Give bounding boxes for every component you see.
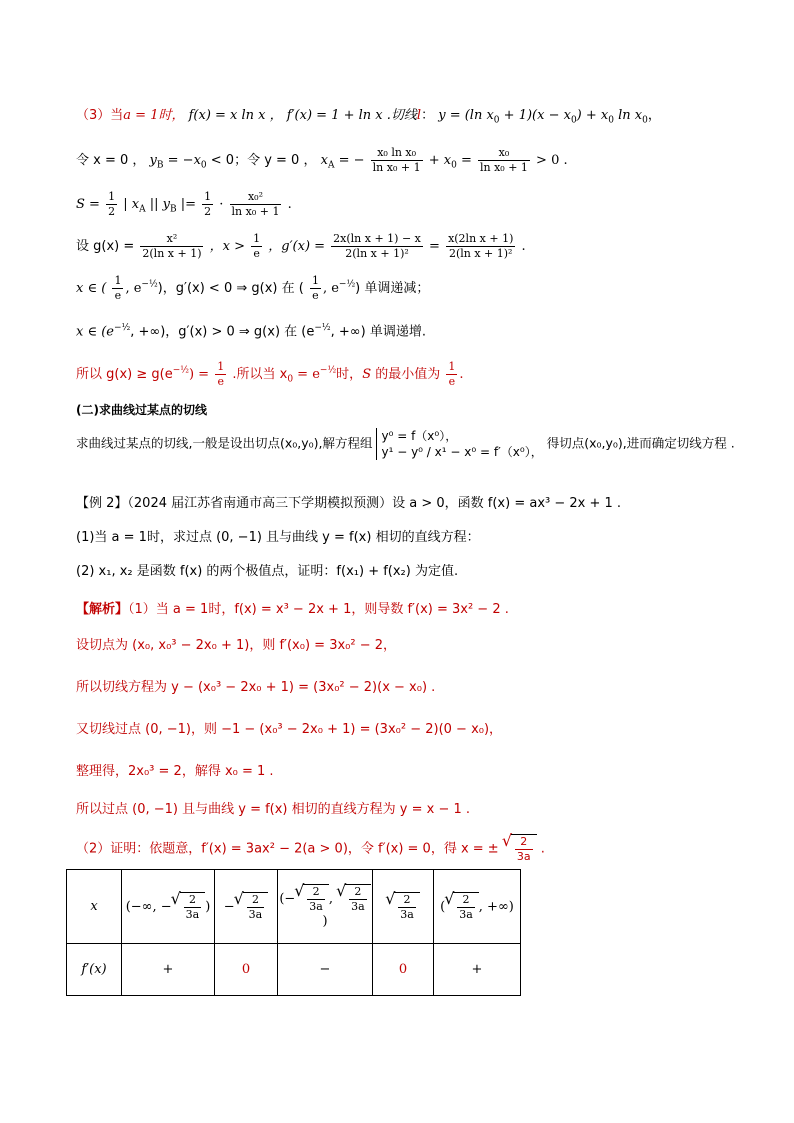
- line-area-s: S = $\frac{1}{2}$ | $x_A$ || $y_B$ |= $\frac{1}{2}$ · $\frac{\text{x₀²}}{\text{ln x₀ + 1}}$ .: [76, 190, 292, 218]
- critical-cell: − √ $\frac{2}{3a}$: [215, 870, 278, 944]
- sign-table: [66, 869, 521, 996]
- interval-cell: (− √ $\frac{2}{3a}$ , √ $\frac{2}{3a}$ ): [278, 870, 373, 944]
- fraction: $\frac{\text{2x(ln x + 1) − x}}{\text{2(ln x + 1)²}}$: [333, 232, 421, 260]
- fraction: $\frac{1}{2}$: [204, 190, 212, 218]
- fraction: $\frac{\text{x(2ln x + 1)}}{\text{2(ln x + 1)²}}$: [448, 232, 514, 260]
- table-row: [67, 944, 521, 996]
- fraction: $\frac{1}{e}$: [114, 274, 122, 302]
- solution-start: 【解析】（1）当 a = 1时，f(x) = x³ − 2x + 1，则导数 f′(x) = 3x² − 2 .: [76, 602, 509, 617]
- solution-line-5: 所以过点 (0, −1) 且与曲线 y = f(x) 相切的直线方程为 y = x − 1 .: [76, 802, 471, 817]
- interval-cell: ( √ $\frac{2}{3a}$ , +∞): [434, 870, 521, 944]
- fraction: $\frac{\text{x₀}}{\text{ln x₀ + 1}}$: [479, 146, 528, 174]
- line-case-3: （3）当a = 1时， f(x) = x ln x ， f′(x) = 1 + ln x .切线l： y = (ln $x_0 + 1)(x - x_0) + x_0$ $\ln x_0$，: [76, 108, 661, 126]
- proof-start: （2）证明：依题意，f′(x) = 3ax² − 2(a > 0)，令 f′(x) = 0，得 x = ± √ $\frac{2}{3a}$ .: [76, 834, 545, 864]
- fraction: $\frac{\text{x₀²}}{\text{ln x₀ + 1}}$: [231, 190, 280, 218]
- section-heading: (二)求曲线过某点的切线: [76, 403, 207, 417]
- line-method: 求曲线过某点的切线,一般是设出切点(x₀,y₀),解方程组 y⁰ = f（x⁰）， y¹ − y⁰ / x¹ − x⁰ = f′（x⁰）， 得切点(x₀,y₀),进而确定切线方程 .: [76, 429, 735, 459]
- sign-cell: −: [278, 944, 373, 996]
- table-row: [67, 870, 521, 944]
- fraction: $\frac{\text{x²}}{\text{2(ln x + 1)}}$: [142, 232, 202, 260]
- line-increasing: x ∈ ($e^{-\frac{1}{2}}$, +∞)，g′(x) > 0 ⇒ g(x) 在 ($e^{-\frac{1}{2}}$, +∞) 单调递增.: [76, 323, 426, 340]
- sign-cell: 0: [215, 944, 278, 996]
- equation-system: y⁰ = f（x⁰）， y¹ − y⁰ / x¹ − x⁰ = f′（x⁰），: [376, 428, 542, 460]
- line-minimum: 所以 $g(x) \ge g(e^{-\frac{1}{2}})$ = $\frac{1}{e}$ .所以当 $x_0 = e^{-\frac{1}{2}}$时，S 的最小值为 $\frac{1}{e}$ .: [76, 360, 464, 388]
- table-header-fprime: f′(x): [67, 944, 122, 996]
- fraction: $\frac{1}{e}$: [311, 274, 319, 302]
- critical-cell: √ $\frac{2}{3a}$: [373, 870, 434, 944]
- sqrt: [511, 834, 537, 864]
- solution-line-4: 整理得，2x₀³ = 2，解得 x₀ = 1 .: [76, 764, 274, 779]
- table-header-x: x: [67, 870, 122, 944]
- example-2: 【例 2】（2024 届江苏省南通市高三下学期模拟预测）设 a > 0，函数 f(x) = ax³ − 2x + 1 .: [76, 496, 622, 511]
- fraction: $\frac{1}{e}$: [448, 360, 456, 388]
- fraction: √ $\frac{2}{3a}$: [516, 835, 531, 863]
- line-intercepts: 令 x = 0 ， $y_B = -x_0 < 0$；令 y = 0 ， $x_A$ = − $\frac{\text{x₀ ln x₀}}{\text{ln x₀ + 1}}$ + $x_0$ = $\frac{\text{x₀}}{\text{ln x₀ + 1}}$ > 0 .: [76, 146, 568, 174]
- interval-cell: (−∞, − √ $\frac{2}{3a}$ ): [122, 870, 215, 944]
- question-1: (1)当 a = 1时，求过点 (0, −1) 且与曲线 y = f(x) 相切的直线方程：: [76, 530, 480, 545]
- fraction: $\frac{1}{e}$: [217, 360, 225, 388]
- sign-cell: +: [434, 944, 521, 996]
- solution-line-1: 设切点为 (x₀, x₀³ − 2x₀ + 1)，则 f′(x₀) = 3x₀² − 2，: [76, 638, 397, 653]
- solution-line-2: 所以切线方程为 y − (x₀³ − 2x₀ + 1) = (3x₀² − 2)(x − x₀) .: [76, 680, 436, 695]
- line-define-g: 设 g(x) = $\frac{\text{x²}}{\text{2(ln x + 1)}}$ ，x > $\frac{1}{e}$ ，g′(x) = $\frac{\text{2x(ln x + 1) − x}}{\text{2(ln x + 1)²}}$ = $\frac{\text{x(2ln x + 1)}}{\text{2(ln x + 1)²}}$ .: [76, 232, 526, 260]
- sign-cell: 0: [373, 944, 434, 996]
- sign-cell: +: [122, 944, 215, 996]
- fraction: $\frac{1}{e}$: [253, 232, 261, 260]
- solution-line-3: 又切线过点 (0, −1)，则 −1 − (x₀³ − 2x₀ + 1) = (3x₀² − 2)(0 − x₀)，: [76, 722, 503, 737]
- fraction: $\frac{1}{2}$: [108, 190, 116, 218]
- line-decreasing: x ∈ ( $\frac{1}{e}$ , $e^{-\frac{1}{2}}$)，g′(x) < 0 ⇒ g(x) 在 ( $\frac{1}{e}$ , $e^{-\frac{1}{2}}$) 单调递减；: [76, 274, 430, 302]
- fraction: $\frac{\text{x₀ ln x₀}}{\text{ln x₀ + 1}}$: [372, 146, 421, 174]
- question-2: (2) x₁, x₂ 是函数 f(x) 的两个极值点，证明：f(x₁) + f(x₂) 为定值.: [76, 564, 459, 579]
